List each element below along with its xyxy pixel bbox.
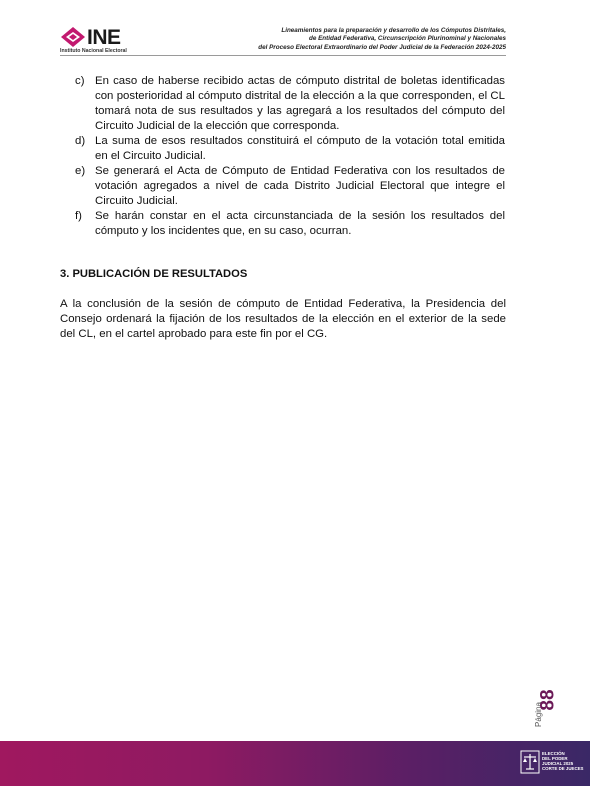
list-marker: f) — [75, 210, 82, 222]
header-divider — [60, 55, 506, 56]
list-item-text: Se harán constar en el acta circunstanciada de la sesión los resultados del cómputo y los incidentes que, en su caso, ocurran. — [95, 210, 505, 237]
header-line: del Proceso Electoral Extraordinario del Poder Judicial de la Federación 2024-2025 — [258, 43, 506, 51]
list-item — [75, 74, 505, 134]
page-number: 88 — [537, 689, 559, 711]
list-item — [75, 134, 505, 164]
logo-line: DEL PODER — [542, 756, 568, 761]
list-item-text: La suma de esos resultados constituirá el cómputo de la votación total emitida en el Circuito Judicial. — [95, 135, 505, 162]
list-item — [75, 164, 505, 209]
document-header — [176, 27, 506, 52]
ine-logo — [60, 26, 150, 56]
section-paragraph: A la conclusión de la sesión de cómputo de Entidad Federativa, la Presidencia del Consejo ordenará la fijación de los resultados de la elección en el exterior de la sede del CL, en el cartel aprobado para este fin por el CG. — [60, 298, 506, 340]
list-item-text: En caso de haberse recibido actas de cómputo distrital de boletas identificadas con posterioridad al cómputo distrital de la elección a la que corresponden, el CL tomará nota de sus resultados y las agregará a los resultados del cómputo del Circuito Judicial de la elección que corresponda. — [95, 75, 505, 132]
header-line: Lineamientos para la preparación y desarrollo de los Cómputos Distritales, — [281, 27, 506, 34]
judicial-logo-text — [542, 751, 583, 771]
logo-subtitle: Instituto Nacional Electoral — [60, 48, 127, 54]
logo-wordmark: INE — [87, 26, 121, 49]
list-marker: d) — [75, 135, 86, 147]
list-item — [75, 209, 505, 239]
judicial-election-logo — [520, 748, 584, 778]
page-label: Página — [533, 702, 543, 727]
section-title: 3. PUBLICACIÓN DE RESULTADOS — [60, 268, 248, 280]
page-number-block — [532, 676, 570, 738]
list-marker: c) — [75, 75, 85, 87]
logo-line: JUDICIAL 2025 — [542, 761, 574, 766]
ine-logo-icon — [60, 26, 86, 48]
logo-line: ELECCIÓN — [542, 751, 565, 756]
list-marker: e) — [75, 165, 86, 177]
header-line: de Entidad Federativa, Circunscripción Plurinominal y Nacionales — [308, 35, 506, 43]
logo-line: CORTE DE JUECES — [542, 766, 584, 771]
footer-band — [0, 741, 590, 786]
results-list — [75, 74, 505, 239]
list-item-text: Se generará el Acta de Cómputo de Entidad Federativa con los resultados de votación agregados a nivel de cada Distrito Judicial Electoral que integre el Circuito Judicial. — [95, 165, 505, 207]
scales-of-justice-icon — [520, 750, 540, 774]
